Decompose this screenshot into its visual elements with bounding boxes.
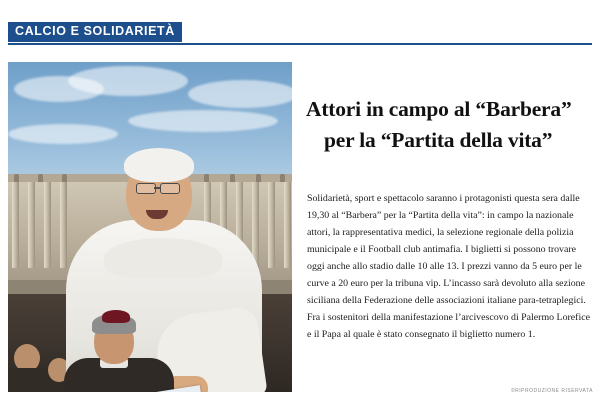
colonnade-column xyxy=(12,182,19,268)
page-title xyxy=(306,94,596,155)
section-kicker-bar xyxy=(0,0,600,46)
cloud-shape xyxy=(8,124,118,144)
article-photo xyxy=(8,62,292,392)
cloud-shape xyxy=(128,110,278,132)
pope-shoulder-cape xyxy=(104,238,222,278)
glasses-bridge xyxy=(154,187,160,189)
headline-line-2: per la “Partita della vita” xyxy=(324,127,553,152)
bishop-zucchetto xyxy=(102,310,130,323)
copyright-notice: ©RIPRODUZIONE RISERVATA xyxy=(510,388,593,394)
section-kicker-label: CALCIO E SOLIDARIETÀ xyxy=(8,22,182,42)
headline-line-1: Attori in campo al “Barbera” xyxy=(306,97,572,122)
kicker-divider-rule xyxy=(8,43,592,45)
colonnade-column xyxy=(268,182,275,268)
colonnade-column xyxy=(284,182,291,268)
pope-zucchetto xyxy=(124,148,194,182)
colonnade-column xyxy=(44,182,51,268)
article-body-text: Solidarietà, sport e spettacolo saranno i protagonisti questa sera dalle 19,30 al “Barbera” per la “Partita della vita”: in campo la nazionale attori, la rappresentativa medici, la selezione regionale della polizia municipale e il Football club antimafia. I biglietti si possono trovare oggi anche allo stadio dalle 10 alle 13. I prezzi vanno da 5 euro per le curve a 20 euro per la tribuna vip. L’incasso sarà devoluto alla sezione siciliana della Federazione delle associazioni italiane para-tetraplegici. Fra i sostenitori della manifestazione l’arcivescovo di Palermo Lorefice e il Papa al quale è stato consegnato il biglietto numero 1. xyxy=(307,193,590,341)
cloud-shape xyxy=(188,80,292,108)
colonnade-column xyxy=(60,182,67,268)
glasses-lens-left xyxy=(136,183,156,194)
glasses-lens-right xyxy=(160,183,180,194)
cloud-shape xyxy=(68,66,188,96)
colonnade-column xyxy=(28,182,35,268)
